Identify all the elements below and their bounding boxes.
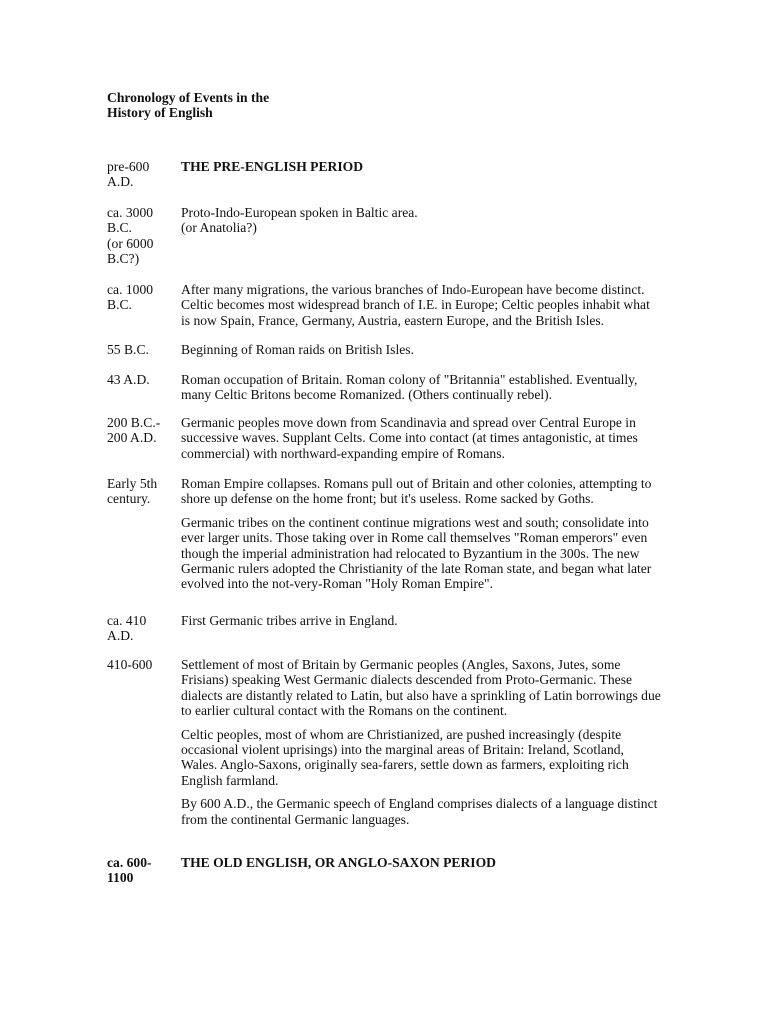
event-text: By 600 A.D., the Germanic speech of England comprises dialects of a language distinct from the continental Germanic languages. [181,796,658,827]
event-text: Roman occupation of Britain. Roman colony of "Britannia" established. Eventually, many Celtic Britons become Romanized. (Others continually rebel). [181,372,638,403]
event-description [181,613,661,636]
event-description [181,476,661,600]
event-description [181,342,661,365]
event-text: First Germanic tribes arrive in England. [181,613,398,628]
date-cell: 200 B.C.- 200 A.D. [107,415,161,446]
date-cell: ca. 600- 1100 [107,855,152,886]
event-text: Germanic peoples move down from Scandinavia and spread over Central Europe in successive waves. Supplant Celts. Come into contact (at times antagonistic, at times commercial) with northward-expanding empire of Romans. [181,415,638,461]
event-text: Proto-Indo-European spoken in Baltic area. (or Anatolia?) [181,205,418,236]
event-text: Beginning of Roman raids on British Isles. [181,342,414,357]
date-cell: ca. 410 A.D. [107,613,147,644]
event-text: THE PRE-ENGLISH PERIOD [181,159,364,174]
date-cell: 410-600 [107,657,153,672]
event-description [181,205,661,244]
event-text: Celtic peoples, most of whom are Christianized, are pushed increasingly (despite occasional violent uprisings) into the marginal areas of Britain: Ireland, Scotland, Wales. Anglo-Saxons, originally sea-farers, settle down as farmers, exploiting rich English farmland. [181,726,629,788]
date-cell: 43 A.D. [107,372,150,387]
event-description [181,372,661,411]
date-cell: Early 5th century. [107,476,158,507]
event-text: THE OLD ENGLISH, OR ANGLO-SAXON PERIOD [181,855,496,870]
event-text: After many migrations, the various branches of Indo-European have become distinct. Celtic becomes most widespread branch of I.E. in Europe; Celtic peoples inhabit what is now Spain, France, Germany, Austria, eastern Europe, and the British Isles. [181,282,650,328]
document-title: Chronology of Events in the History of English [107,90,270,121]
event-description [181,657,661,835]
date-cell: ca. 3000 B.C. (or 6000 B.C?) [107,205,154,267]
date-cell: 55 B.C. [107,342,149,357]
event-text: Germanic tribes on the continent continue migrations west and south; consolidate into ever larger units. Those taking over in Rome call themselves "Roman emperors" even though the imperial administration had relocated to Byzantium in the 300s. The new Germanic rulers adopted the Christianity of the late Roman state, and began what later evolved into the not-very-Roman "Holy Roman Empire". [181,514,652,592]
period-heading [181,159,661,182]
event-description [181,282,661,336]
date-cell: ca. 1000 B.C. [107,282,154,313]
event-description [181,415,661,469]
event-text: Settlement of most of Britain by Germanic peoples (Angles, Saxons, Jutes, some Frisians) speaking West Germanic dialects descended from Proto-Germanic. These dialects are distantly related to Latin, but also have a sprinkling of Latin borrowings due to earlier cultural contact with the Romans on the continent. [181,657,661,719]
period-heading [181,855,661,878]
date-cell: pre-600 A.D. [107,159,150,190]
event-text: Roman Empire collapses. Romans pull out of Britain and other colonies, attempting to shore up defense on the home front; but it's useless. Rome sacked by Goths. [181,476,652,507]
